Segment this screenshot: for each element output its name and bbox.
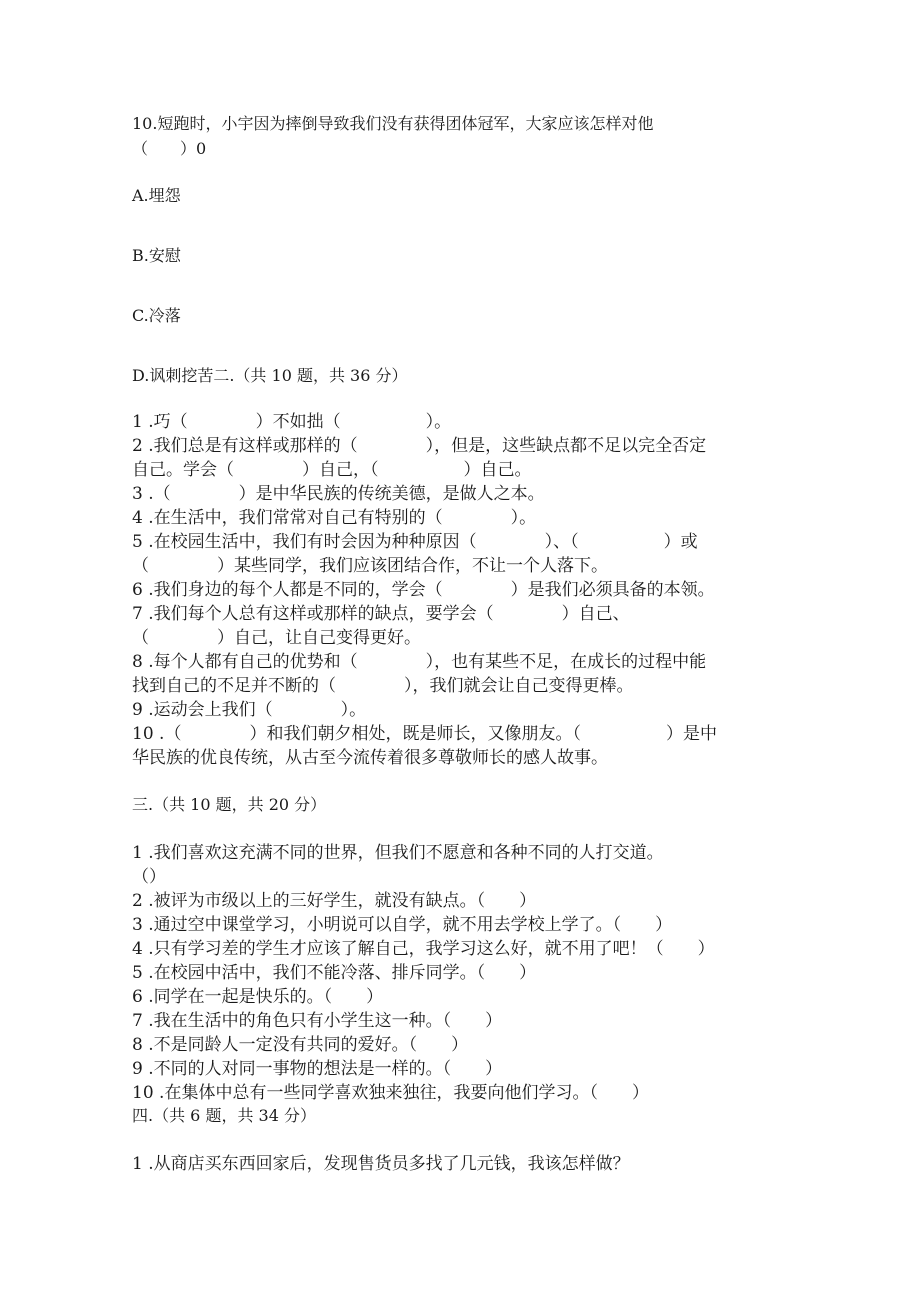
s3-line: 2 .被评为市级以上的三好学生，就没有缺点。（ ） <box>132 891 537 911</box>
s2-line: 8 .每个人都有自己的优势和（ ），也有某些不足，在成长的过程中能 <box>132 652 707 672</box>
s3-line: （） <box>132 867 166 887</box>
s3-line: 1 .我们喜欢这充满不同的世界，但我们不愿意和各种不同的人打交道。 <box>132 843 664 863</box>
option-d-and-section2-heading: D.讽刺挖苦二.（共 10 题，共 36 分） <box>132 366 408 385</box>
q10-question-line1: 10.短跑时，小宇因为摔倒导致我们没有获得团体冠军，大家应该怎样对他 <box>132 114 654 133</box>
s2-line: （ ）自己，让自己变得更好。 <box>132 628 421 648</box>
s2-line: 2 .我们总是有这样或那样的（ ），但是，这些缺点都不足以完全否定 <box>132 436 707 456</box>
s2-line: 9 .运动会上我们（ ）。 <box>132 700 367 720</box>
section3-heading: 三.（共 10 题，共 20 分） <box>132 795 327 814</box>
option-b: B.安慰 <box>132 246 181 265</box>
s2-line: 华民族的优良传统，从古至今流传着很多尊敬师长的感人故事。 <box>132 748 608 768</box>
section4-heading: 四.（共 6 题，共 34 分） <box>132 1106 316 1125</box>
s2-line: 6 .我们身边的每个人都是不同的，学会（ ）是我们必须具备的本领。 <box>132 580 715 600</box>
option-a: A.埋怨 <box>132 186 181 205</box>
s2-line: 找到自己的不足并不断的（ ），我们就会让自己变得更棒。 <box>132 676 634 696</box>
s2-line: 10 .（ ）和我们朝夕相处，既是师长，又像朋友。（ ）是中 <box>132 724 717 744</box>
s2-line: 4 .在生活中，我们常常对自己有特别的（ ）。 <box>132 508 537 528</box>
s3-line: 7 .我在生活中的角色只有小学生这一种。（ ） <box>132 1011 503 1031</box>
s2-line: （ ）某些同学，我们应该团结合作，不让一个人落下。 <box>132 556 608 576</box>
s2-line: 1 .巧（ ）不如拙（ ）。 <box>132 412 452 432</box>
s3-line: 8 .不是同龄人一定没有共同的爱好。（ ） <box>132 1035 469 1055</box>
s3-line: 10 .在集体中总有一些同学喜欢独来独往，我要向他们学习。（ ） <box>132 1083 649 1103</box>
s4-line: 1 .从商店买东西回家后，发现售货员多找了几元钱，我该怎样做？ <box>132 1154 630 1174</box>
s2-line: 自己。学会（ ）自己，（ ）自己。 <box>132 460 532 480</box>
s3-line: 9 .不同的人对同一事物的想法是一样的。（ ） <box>132 1059 503 1079</box>
s2-line: 3 .（ ）是中华民族的传统美德，是做人之本。 <box>132 484 545 504</box>
q10-question-line2: （ ）0 <box>132 139 207 158</box>
s3-line: 6 .同学在一起是快乐的。（ ） <box>132 987 384 1007</box>
s2-line: 7 .我们每个人总有这样或那样的缺点，要学会（ ）自己、 <box>132 604 630 624</box>
s3-line: 3 .通过空中课堂学习，小明说可以自学，就不用去学校上学了。（ ） <box>132 915 673 935</box>
s3-line: 5 .在校园中活中，我们不能冷落、排斥同学。（ ） <box>132 963 537 983</box>
s3-line: 4 .只有学习差的学生才应该了解自己，我学习这么好，就不用了吧！（ ） <box>132 939 715 959</box>
option-c: C.冷落 <box>132 306 181 325</box>
s2-line: 5 .在校园生活中，我们有时会因为种种原因（ ）、（ ）或 <box>132 532 698 552</box>
